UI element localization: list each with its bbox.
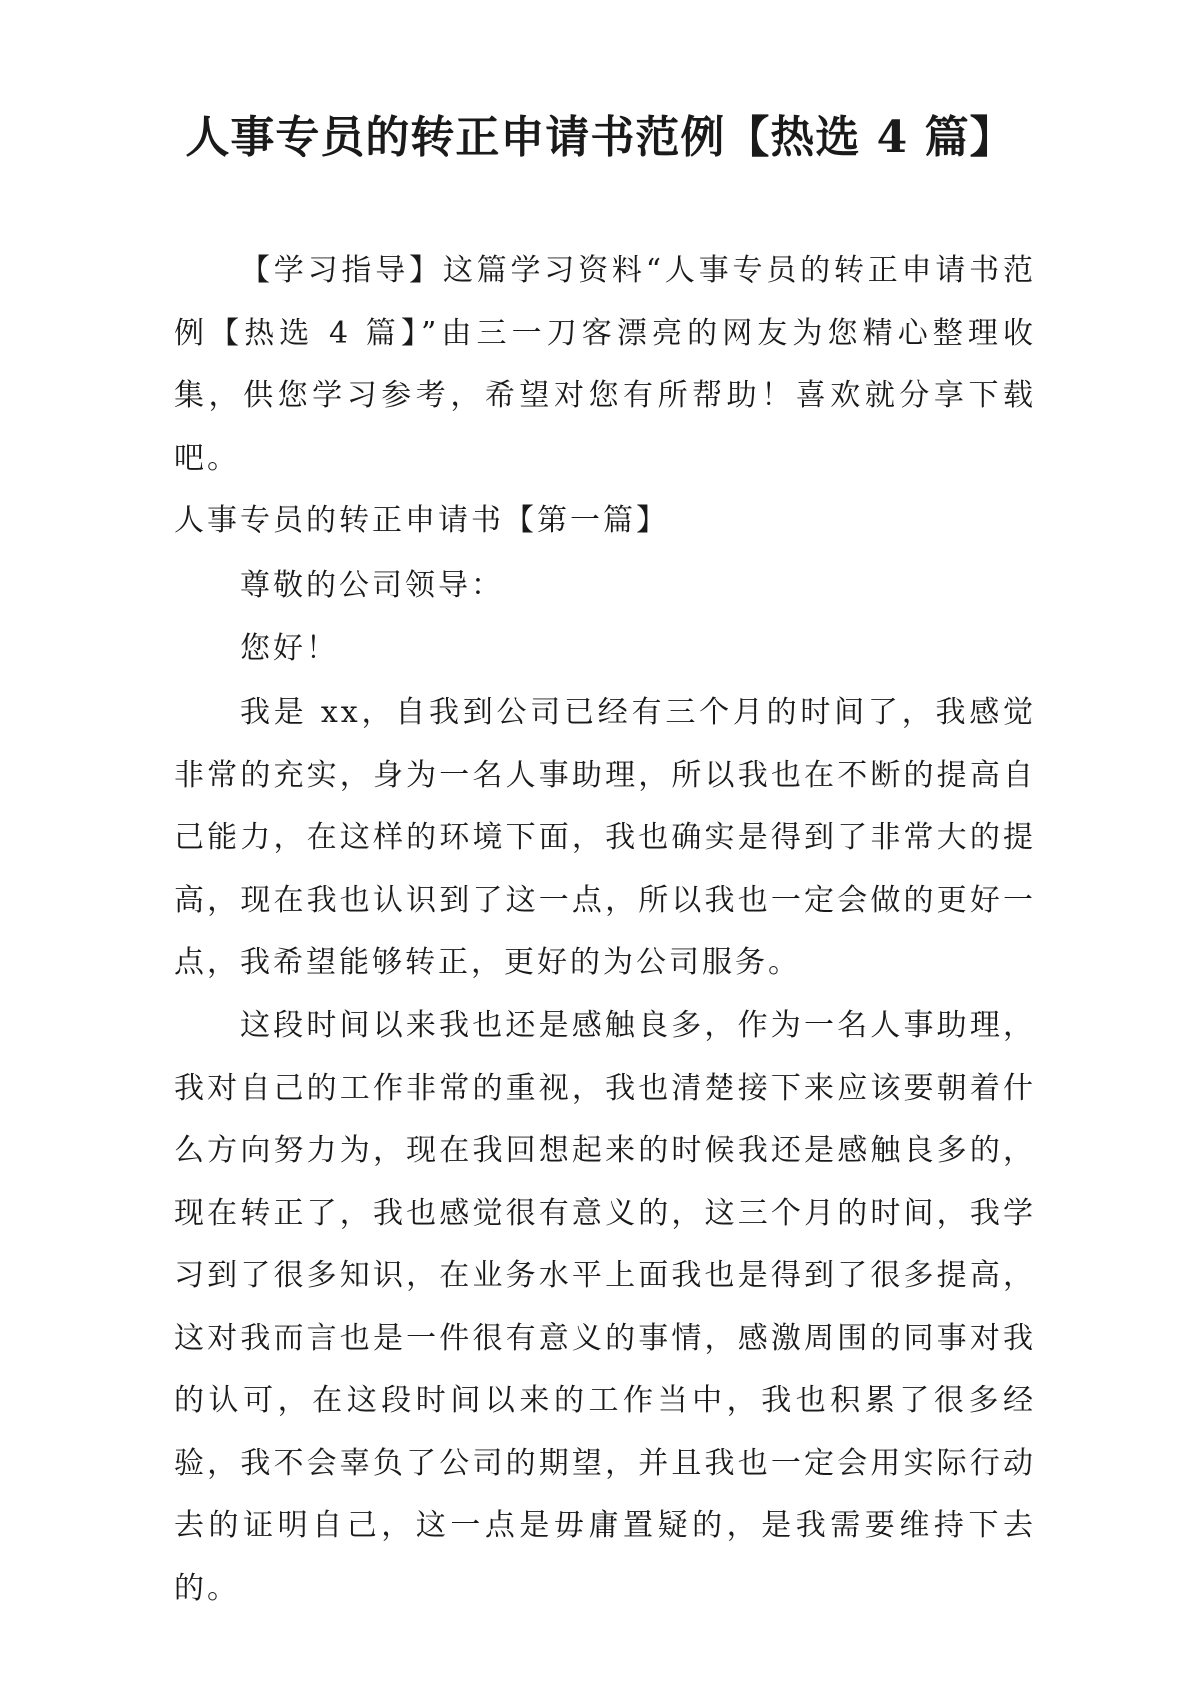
section-heading: 人事专员的转正申请书【第一篇】 bbox=[174, 503, 669, 538]
salutation: 尊敬的公司领导： bbox=[240, 568, 504, 603]
body-paragraph: 这段时间以来我也还是感触良多，作为一名人事助理，我对自己的工作非常的重视，我也清楚接下来应该要朝着什么方向努力为，现在我回想起来的时候我还是感触良多的，现在转正了，我也感觉很有意义的，这三个月的时间，我学习到了很多知识，在业务水平上面我也是得到了很多提高，这对我而言也是一件很有意义的事情，感激周围的同事对我的认可，在这段时间以来的工作当中，我也积累了很多经验，我不会辜负了公司的期望，并且我也一定会用实际行动去的证明自己，这一点是毋庸置疑的，是我需要维持下去的。 bbox=[174, 1008, 1036, 1606]
intro-paragraph: 【学习指导】这篇学习资料“人事专员的转正申请书范例【热选 4 篇】”由三一刀客漂亮的网友为您精心整理收集，供您学习参考，希望对您有所帮助！喜欢就分享下载吧。 bbox=[174, 253, 1036, 476]
greeting: 您好！ bbox=[240, 631, 339, 666]
body-paragraph: 我是 xx，自我到公司已经有三个月的时间了，我感觉非常的充实，身为一名人事助理，所以我也在不断的提高自己能力，在这样的环境下面，我也确实是得到了非常大的提高，现在我也认识到了这一点，所以我也一定会做的更好一点，我希望能够转正，更好的为公司服务。 bbox=[174, 695, 1036, 980]
document-title: 人事专员的转正申请书范例【热选 4 篇】 bbox=[185, 112, 1015, 163]
